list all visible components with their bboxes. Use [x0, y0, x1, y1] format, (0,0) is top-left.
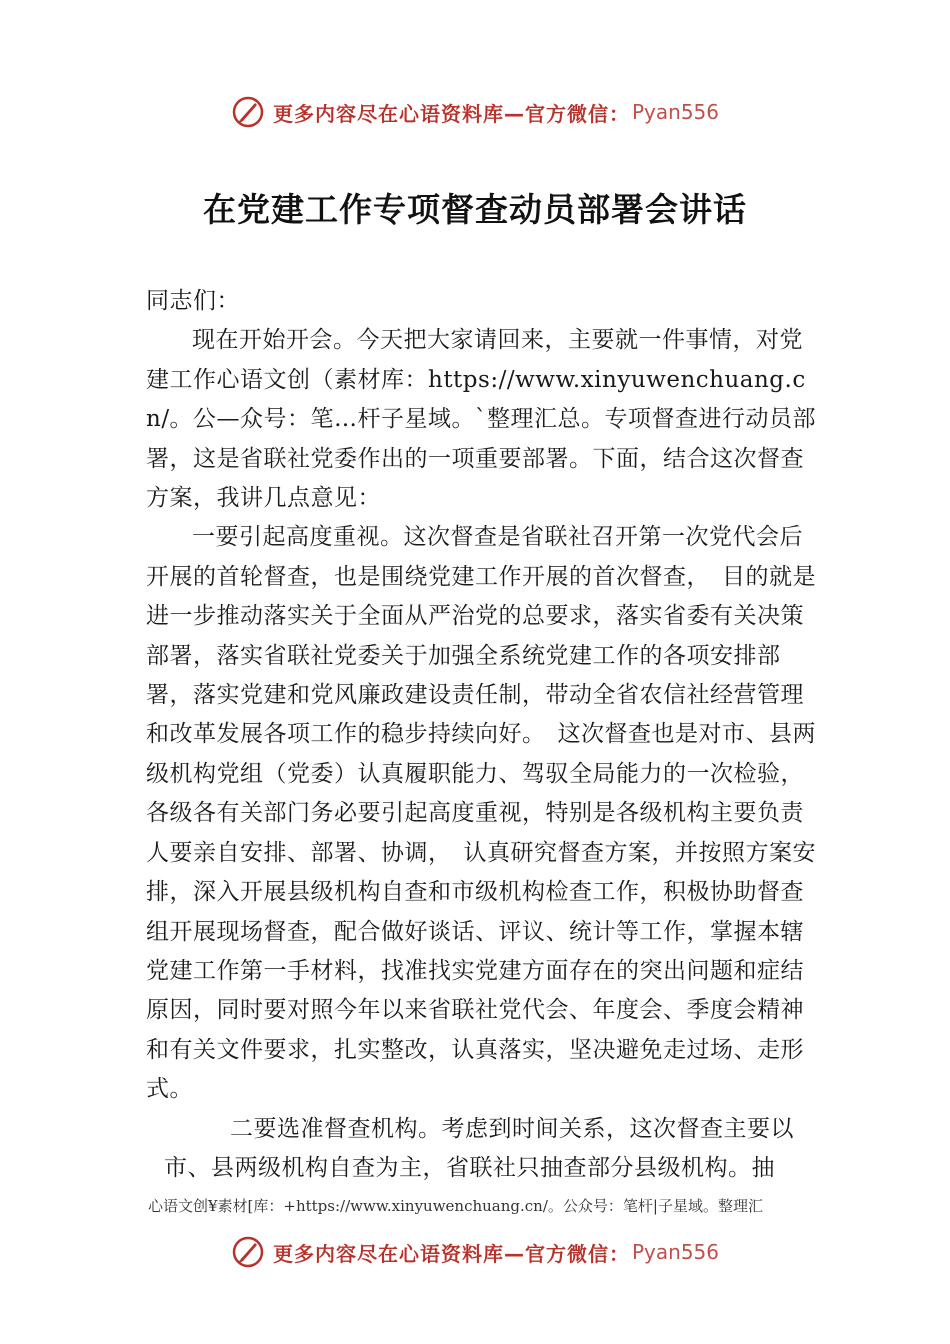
- paragraph: 一要引起高度重视。这次督查是省联社召开第一次党代会后开展的首轮督查，也是围绕党建工作开展的首次督查， 目的就是进一步推动落实关于全面从严治党的总要求，落实省委有关决策部署，落实省联社党委关于加强全系统党建工作的各项安排部署，落实党建和党风廉政建设责任制，带动全省农信社经营管理和改革发展各项工作的稳步持续向好。 这次督查也是对市、县两级机构党组（党委）认真履职能力、驾驭全局能力的一次检验，各级各有关部门务必要引起高度重视，特别是各级机构主要负责人要亲自安排、部署、协调， 认真研究督查方案，并按照方案安排，深入开展县级机构自查和市级机构检查工作，积极协助督查组开展现场督查，配合做好谈话、评议、统计等工作，掌握本辖党建工作第一手材料，找准找实党建方面存在的突出问题和症结原因，同时要对照今年以来省联社党代会、年度会、季度会精神和有关文件要求，扎实整改，认真落实，坚决避免走过场、走形式。: [146, 524, 816, 1103]
- footer-banner: [0, 1232, 950, 1272]
- document-title: 在党建工作专项督查动员部署会讲话: [203, 190, 747, 229]
- quill-pen-logo-icon: [231, 1235, 265, 1269]
- paragraph: 二要选准督查机构。考虑到时间关系，这次督查主要以: [230, 1115, 794, 1142]
- paragraph: 市、县两级机构自查为主，省联社只抽查部分县级机构。抽: [164, 1154, 775, 1181]
- header-banner: [0, 92, 950, 132]
- banner-wechat-id: Pyan556: [631, 100, 719, 124]
- document-body: [146, 282, 826, 1188]
- quill-pen-logo-icon: [231, 95, 265, 129]
- salutation: 同志们：: [146, 288, 240, 314]
- banner-wechat-id: Pyan556: [631, 1240, 719, 1264]
- banner-text: 更多内容尽在心语资料库—官方微信：: [272, 101, 630, 126]
- paragraph: 现在开始开会。今天把大家请回来，主要就一件事情，对党建工作心语文创（素材库：https://www.xinyuwenchuang.cn/。公—众号：笔…杆子星域。`整理汇总。专项督查进行动员部署，这是省联社党委作出的一项重要部署。下面，结合这次督查方案，我讲几点意见：: [146, 327, 817, 512]
- footnote-watermark-text: 心语文创¥素材[库：+https://www.xinyuwenchuang.cn/。公众号：笔杆|子星域。整理汇: [148, 1197, 763, 1215]
- banner-text: 更多内容尽在心语资料库—官方微信：: [272, 1241, 630, 1266]
